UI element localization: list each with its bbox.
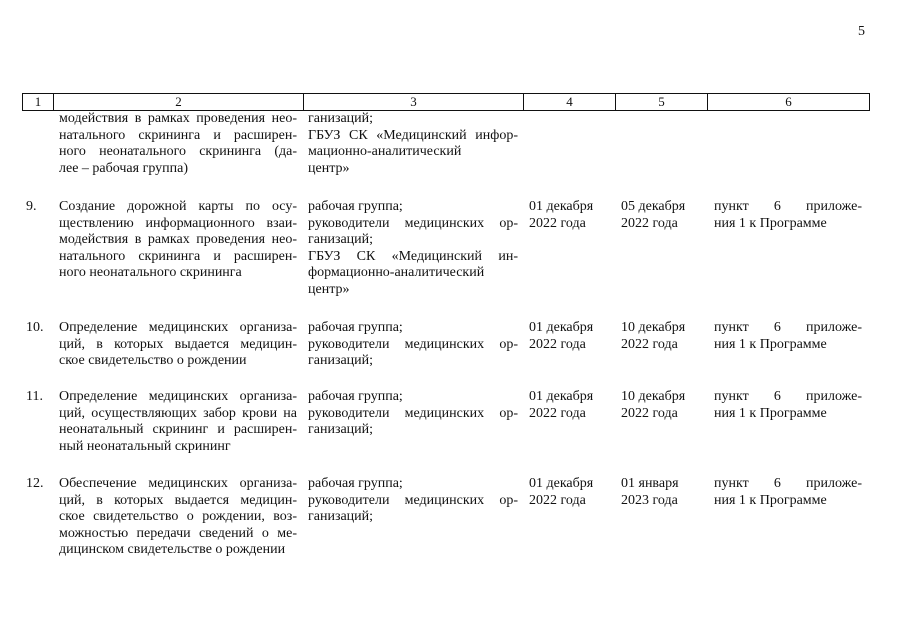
column-header-3: 3 xyxy=(304,94,524,111)
text-line: ния 1 к Программе xyxy=(714,492,827,508)
row-reference xyxy=(714,320,862,353)
text-line: 2022 года xyxy=(529,336,586,352)
row-start-date xyxy=(529,389,614,422)
text-line: модействия в рамках проведения нео- xyxy=(59,232,297,247)
text-line: натального скрининга и расширен- xyxy=(59,248,297,264)
row-number: 9. xyxy=(26,199,37,214)
text-line: ганизаций; xyxy=(308,111,374,126)
column-header-4: 4 xyxy=(524,94,616,111)
text-line: 01 декабря xyxy=(529,476,594,491)
text-line: центр» xyxy=(308,281,350,297)
row-description xyxy=(59,389,297,455)
text-line: неонатальный скрининг и расширен- xyxy=(59,422,297,437)
text-line: ГБУЗ СК «Медицинский ин- xyxy=(308,248,518,264)
row-reference xyxy=(714,199,862,232)
text-line: ганизаций; xyxy=(308,422,374,437)
text-line: мационно-аналитический xyxy=(308,144,462,159)
text-line: ское свидетельство о рождении, воз- xyxy=(59,509,297,524)
continuation-responsible xyxy=(308,111,518,177)
row-start-date xyxy=(529,320,614,353)
row-responsible xyxy=(308,199,518,298)
column-header-2: 2 xyxy=(54,94,304,111)
text-line: 2022 года xyxy=(621,215,678,231)
column-header-6: 6 xyxy=(708,94,870,111)
text-line: 01 декабря xyxy=(529,320,594,335)
text-line: 10 декабря xyxy=(621,320,686,335)
text-line: формационно-аналитический xyxy=(308,265,485,280)
row-reference xyxy=(714,389,862,422)
row-end-date xyxy=(621,199,706,232)
row-end-date xyxy=(621,476,706,509)
row-number: 12. xyxy=(26,476,44,491)
column-header-1: 1 xyxy=(23,94,54,111)
text-line: ганизаций; xyxy=(308,353,374,368)
text-line: руководители медицинских ор- xyxy=(308,405,518,421)
text-line: 2022 года xyxy=(621,405,678,421)
text-line: ния 1 к Программе xyxy=(714,215,827,231)
text-line: ГБУЗ СК «Медицинский инфор- xyxy=(308,127,518,143)
text-line: 01 января xyxy=(621,476,679,491)
text-line: ния 1 к Программе xyxy=(714,336,827,352)
text-line: ций, в которых выдается медицин- xyxy=(59,492,297,508)
text-line: пункт 6 приложе- xyxy=(714,476,862,491)
text-line: натального скрининга и расширен- xyxy=(59,127,297,143)
text-line: ществлению информационного взаи- xyxy=(59,215,297,231)
text-line: лее – рабочая группа) xyxy=(59,160,189,176)
text-line: руководители медицинских ор- xyxy=(308,492,518,508)
column-header-row xyxy=(22,93,870,111)
row-end-date xyxy=(621,389,706,422)
text-line: 2022 года xyxy=(621,336,678,352)
text-line: ния 1 к Программе xyxy=(714,405,827,421)
row-description xyxy=(59,476,297,559)
column-header-5: 5 xyxy=(616,94,708,111)
text-line: ций, в которых выдается медицин- xyxy=(59,336,297,352)
text-line: рабочая группа; xyxy=(308,199,403,214)
text-line: ганизаций; xyxy=(308,509,374,524)
text-line: 2022 года xyxy=(529,492,586,508)
text-line: ного неонатального скрининга (да- xyxy=(59,144,297,159)
text-line: можностью передачи сведений о ме- xyxy=(59,525,297,541)
text-line: центр» xyxy=(308,160,350,176)
text-line: 2023 года xyxy=(621,492,678,508)
row-end-date xyxy=(621,320,706,353)
text-line: Определение медицинских организа- xyxy=(59,389,297,404)
text-line: рабочая группа; xyxy=(308,476,403,491)
text-line: ного неонатального скрининга xyxy=(59,265,242,280)
text-line: руководители медицинских ор- xyxy=(308,336,518,352)
row-reference xyxy=(714,476,862,509)
text-line: рабочая группа; xyxy=(308,320,403,335)
text-line: ское свидетельство о рождении xyxy=(59,353,247,368)
row-number: 11. xyxy=(26,389,43,404)
text-line: ций, осуществляющих забор крови на xyxy=(59,405,297,421)
text-line: 01 декабря xyxy=(529,389,594,404)
text-line: ганизаций; xyxy=(308,232,374,247)
text-line: руководители медицинских ор- xyxy=(308,215,518,231)
text-line: 2022 года xyxy=(529,215,586,231)
text-line: 05 декабря xyxy=(621,199,686,214)
row-number: 10. xyxy=(26,320,44,335)
row-description xyxy=(59,320,297,370)
text-line: 10 декабря xyxy=(621,389,686,404)
text-line: дицинском свидетельстве о рождении xyxy=(59,542,286,557)
text-line: рабочая группа; xyxy=(308,389,403,404)
row-responsible xyxy=(308,320,518,370)
text-line: ный неонатальный скрининг xyxy=(59,438,231,454)
row-responsible xyxy=(308,389,518,439)
row-description xyxy=(59,199,297,282)
text-line: 01 декабря xyxy=(529,199,594,214)
text-line: Определение медицинских организа- xyxy=(59,320,297,335)
text-line: 2022 года xyxy=(529,405,586,421)
page-number: 5 xyxy=(858,24,865,39)
continuation-description xyxy=(59,111,297,177)
text-line: Создание дорожной карты по осу- xyxy=(59,199,297,214)
text-line: Обеспечение медицинских организа- xyxy=(59,476,297,491)
row-responsible xyxy=(308,476,518,526)
text-line: пункт 6 приложе- xyxy=(714,389,862,404)
text-line: пункт 6 приложе- xyxy=(714,199,862,214)
text-line: модействия в рамках проведения нео- xyxy=(59,111,297,126)
row-start-date xyxy=(529,199,614,232)
row-start-date xyxy=(529,476,614,509)
text-line: пункт 6 приложе- xyxy=(714,320,862,335)
